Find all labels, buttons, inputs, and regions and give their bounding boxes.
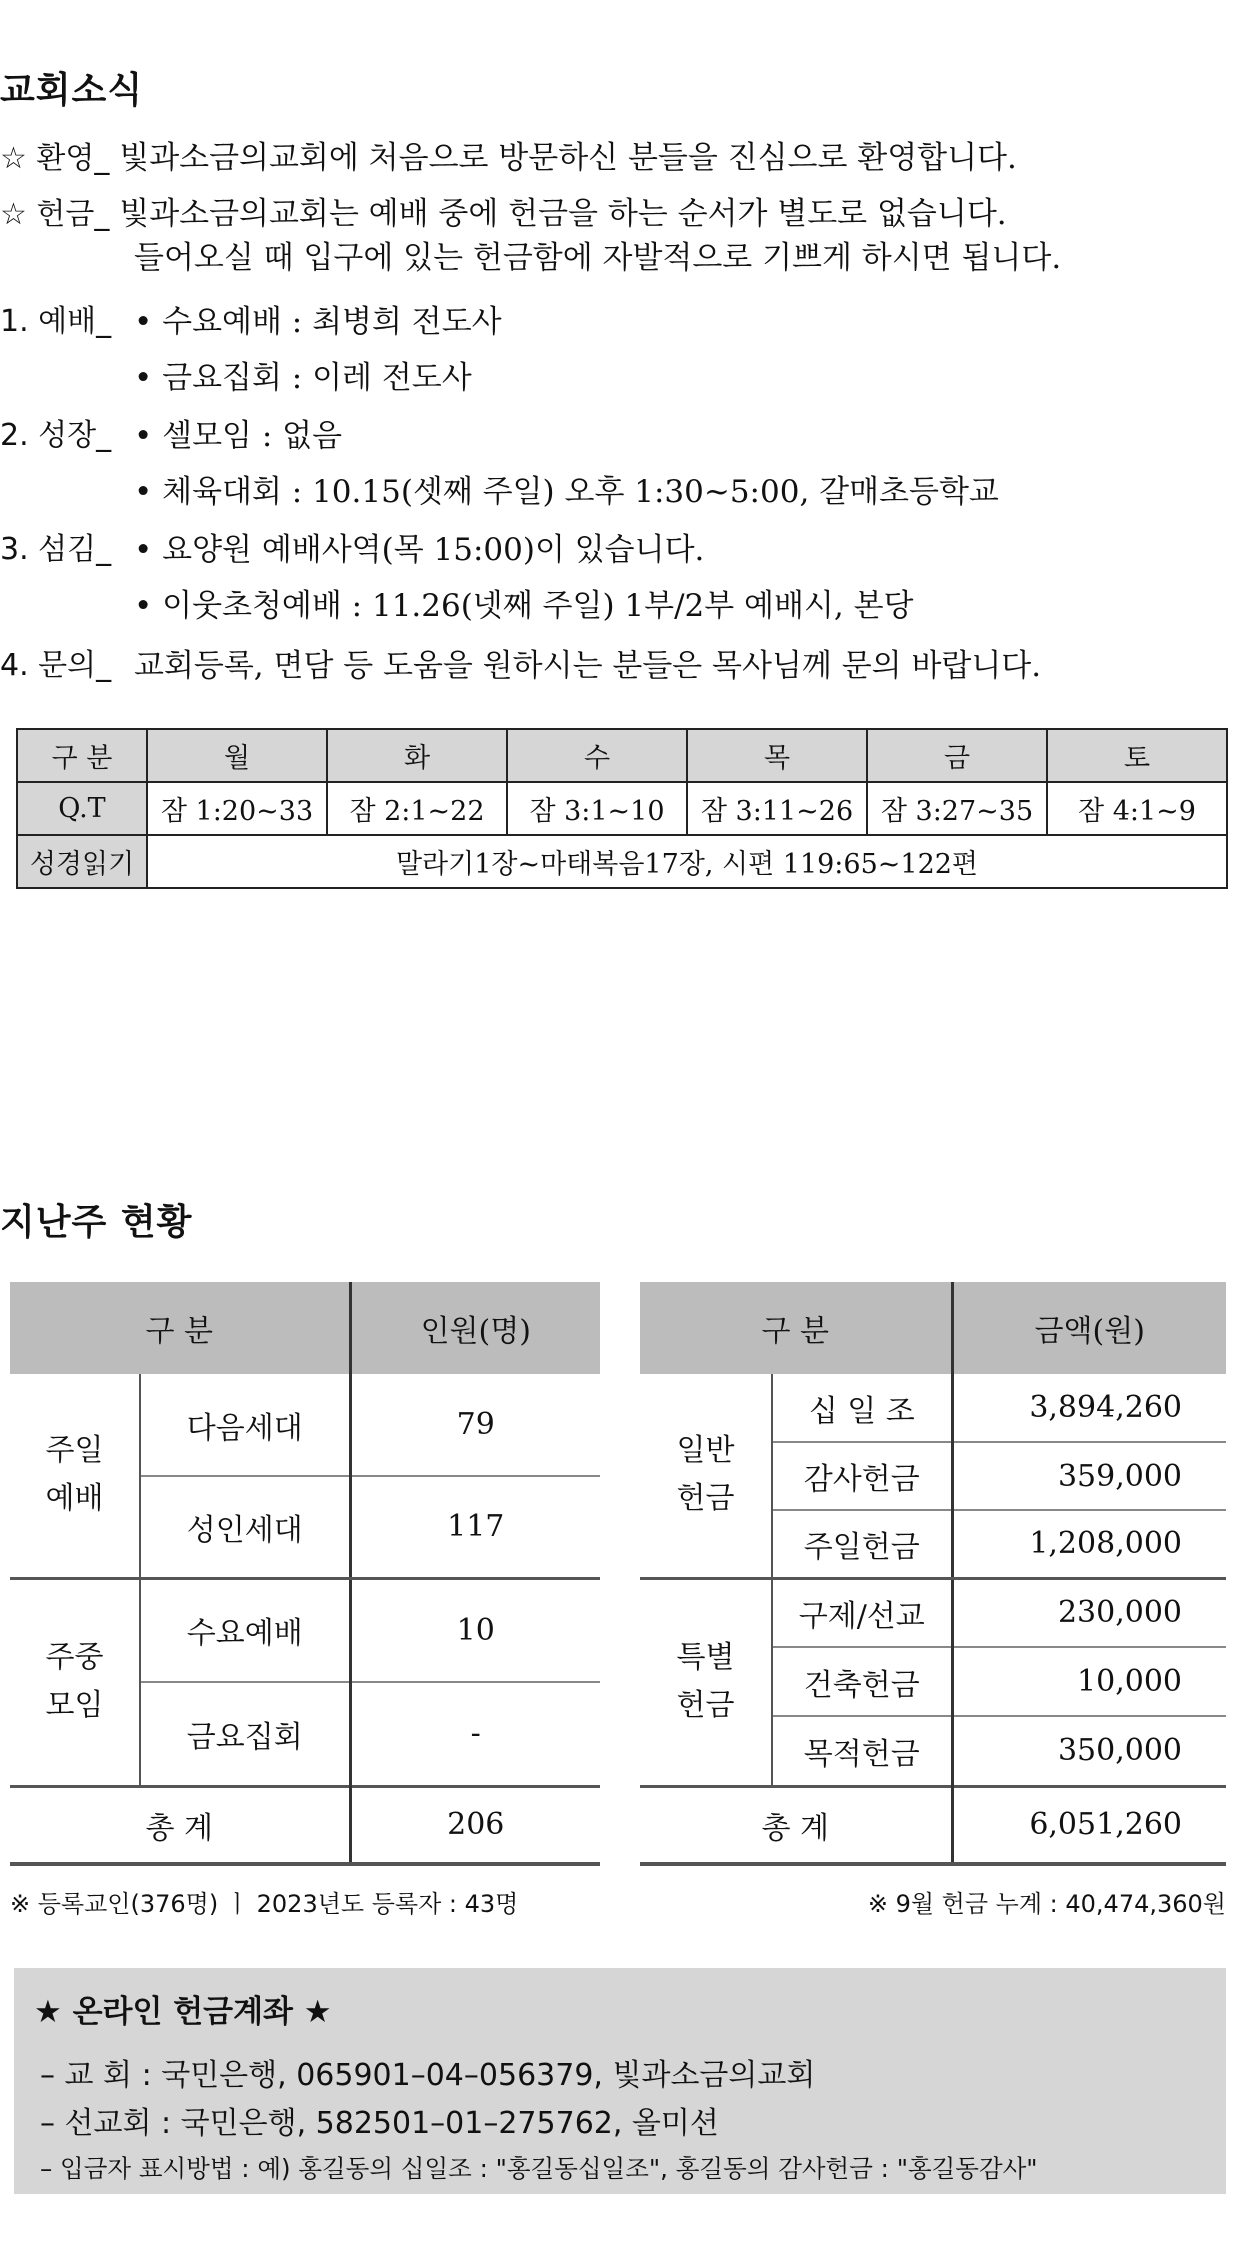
table-row — [10, 1374, 600, 1476]
attendance-total-row — [10, 1786, 600, 1864]
offering-text-1: 빛과소금의교회는 예배 중에 헌금을 하는 순서가 별도로 없습니다. — [119, 196, 1007, 232]
offering-total-row — [640, 1786, 1226, 1864]
qt-cell: 잠 4:1~9 — [1047, 782, 1227, 835]
depositor-format-line: – 입금자 표시방법 : 예) 홍길동의 십일조 : "홍길동십일조", 홍길동의 감사헌금 : "홍길동감사" — [40, 2154, 1038, 2183]
offering-header-category: 구 분 — [640, 1282, 952, 1374]
item-line: 교회등록, 면담 등 도움을 원하시는 분들은 목사님께 문의 바랍니다. — [134, 648, 1042, 684]
offering-row-value: 230,000 — [952, 1578, 1226, 1647]
table-row — [640, 1578, 1226, 1647]
registered-members-note: ※ 등록교인(376명) ㅣ 2023년도 등록자 : 43명 — [10, 1890, 519, 1918]
offering-row-value: 359,000 — [952, 1442, 1226, 1510]
welcome-text: 빛과소금의교회에 처음으로 방문하신 분들을 진심으로 환영합니다. — [119, 140, 1017, 176]
offering-text-2: 들어오실 때 입구에 있는 헌금함에 자발적으로 기쁘게 하시면 됩니다. — [134, 240, 1062, 276]
qt-header-cell: 구 분 — [17, 729, 147, 782]
attendance-row-label: 다음세대 — [140, 1374, 350, 1476]
attendance-row-value: 10 — [350, 1578, 600, 1682]
offering-row-label: 건축헌금 — [772, 1647, 952, 1716]
qt-header-row — [17, 729, 1227, 782]
offering-table — [640, 1282, 1226, 1866]
online-offering-title: ★ 온라인 헌금계좌 ★ — [34, 1994, 332, 2030]
account-line-church: – 교 회 : 국민은행, 065901–04–056379, 빛과소금의교회 — [40, 2058, 816, 2093]
account-line-mission: – 선교회 : 국민은행, 582501–01–275762, 올미션 — [40, 2106, 719, 2141]
item-line: • 수요예배 : 최병희 전도사 — [134, 304, 502, 340]
attendance-header-category: 구 분 — [10, 1282, 350, 1374]
offering-row-label: 주일헌금 — [772, 1510, 952, 1578]
item-line: • 요양원 예배사역(목 15:00)이 있습니다. — [134, 532, 705, 568]
attendance-group-sunday: 주일 예배 — [10, 1374, 140, 1578]
offering-row-label: 감사헌금 — [772, 1442, 952, 1510]
attendance-header-value: 인원(명) — [350, 1282, 600, 1374]
offering-row-label: 구제/선교 — [772, 1578, 952, 1647]
qt-cell: 잠 1:20~33 — [147, 782, 327, 835]
offering-total-value: 6,051,260 — [952, 1786, 1226, 1864]
attendance-table — [10, 1282, 600, 1866]
item-line: • 체육대회 : 10.15(셋째 주일) 오후 1:30~5:00, 갈매초등학교 — [134, 474, 999, 510]
item-label-growth: 2. 성장_ — [0, 418, 112, 453]
bible-reading-value: 말라기1장~마태복음17장, 시편 119:65~122편 — [147, 835, 1227, 888]
offering-line — [0, 194, 1007, 235]
welcome-mark: ☆ 환영_ — [0, 141, 110, 176]
offering-row-value: 1,208,000 — [952, 1510, 1226, 1578]
table-row — [10, 1578, 600, 1682]
offering-header-value: 금액(원) — [952, 1282, 1226, 1374]
offering-mark: ☆ 헌금_ — [0, 197, 110, 232]
qt-cell: 잠 3:27~35 — [867, 782, 1047, 835]
qt-header-cell: 월 — [147, 729, 327, 782]
item-line: • 셀모임 : 없음 — [134, 418, 343, 454]
qt-header-cell: 수 — [507, 729, 687, 782]
attendance-row-label: 금요집회 — [140, 1682, 350, 1786]
item-label-worship: 1. 예배_ — [0, 304, 112, 339]
attendance-total-value: 206 — [350, 1786, 600, 1864]
monthly-offering-note: ※ 9월 헌금 누계 : 40,474,360원 — [867, 1890, 1226, 1918]
qt-header-cell: 토 — [1047, 729, 1227, 782]
qt-row-label: Q.T — [17, 782, 147, 835]
item-line: • 이웃초청예배 : 11.26(넷째 주일) 1부/2부 예배시, 본당 — [134, 588, 914, 624]
bible-reading-label: 성경읽기 — [17, 835, 147, 888]
offering-row-value: 10,000 — [952, 1647, 1226, 1716]
offering-total-label: 총 계 — [640, 1786, 952, 1864]
online-offering-box — [14, 1968, 1226, 2194]
table-row — [640, 1374, 1226, 1442]
last-week-title: 지난주 현황 — [0, 1202, 193, 1243]
qt-cell: 잠 3:11~26 — [687, 782, 867, 835]
offering-row-label: 십 일 조 — [772, 1374, 952, 1442]
offering-row-value: 350,000 — [1057, 1733, 1182, 1769]
qt-cell: 잠 2:1~22 — [327, 782, 507, 835]
welcome-line — [0, 138, 1017, 179]
offering-header-row — [640, 1282, 1226, 1374]
qt-row — [17, 782, 1227, 835]
offering-group-special: 특별 헌금 — [640, 1578, 772, 1786]
offering-row-label: 목적헌금 — [772, 1716, 952, 1786]
attendance-row-label: 수요예배 — [140, 1578, 350, 1682]
item-label-inquiry: 4. 문의_ — [0, 648, 112, 683]
attendance-header-row — [10, 1282, 600, 1374]
attendance-row-value: 117 — [350, 1476, 600, 1578]
qt-header-cell: 금 — [867, 729, 1047, 782]
attendance-group-weekday: 주중 모임 — [10, 1578, 140, 1786]
attendance-row-value: - — [470, 1716, 481, 1752]
item-label-service: 3. 섬김_ — [0, 532, 112, 567]
qt-header-cell: 화 — [327, 729, 507, 782]
qt-table — [16, 728, 1228, 889]
news-title: 교회소식 — [0, 70, 144, 111]
qt-cell: 잠 3:1~10 — [507, 782, 687, 835]
item-line: • 금요집회 : 이레 전도사 — [134, 360, 472, 396]
qt-header-cell: 목 — [687, 729, 867, 782]
attendance-total-label: 총 계 — [10, 1786, 350, 1864]
attendance-row-value: 79 — [350, 1374, 600, 1476]
bible-reading-row — [17, 835, 1227, 888]
attendance-row-label: 성인세대 — [140, 1476, 350, 1578]
offering-row-value: 3,894,260 — [952, 1374, 1226, 1442]
offering-group-general: 일반 헌금 — [640, 1374, 772, 1578]
